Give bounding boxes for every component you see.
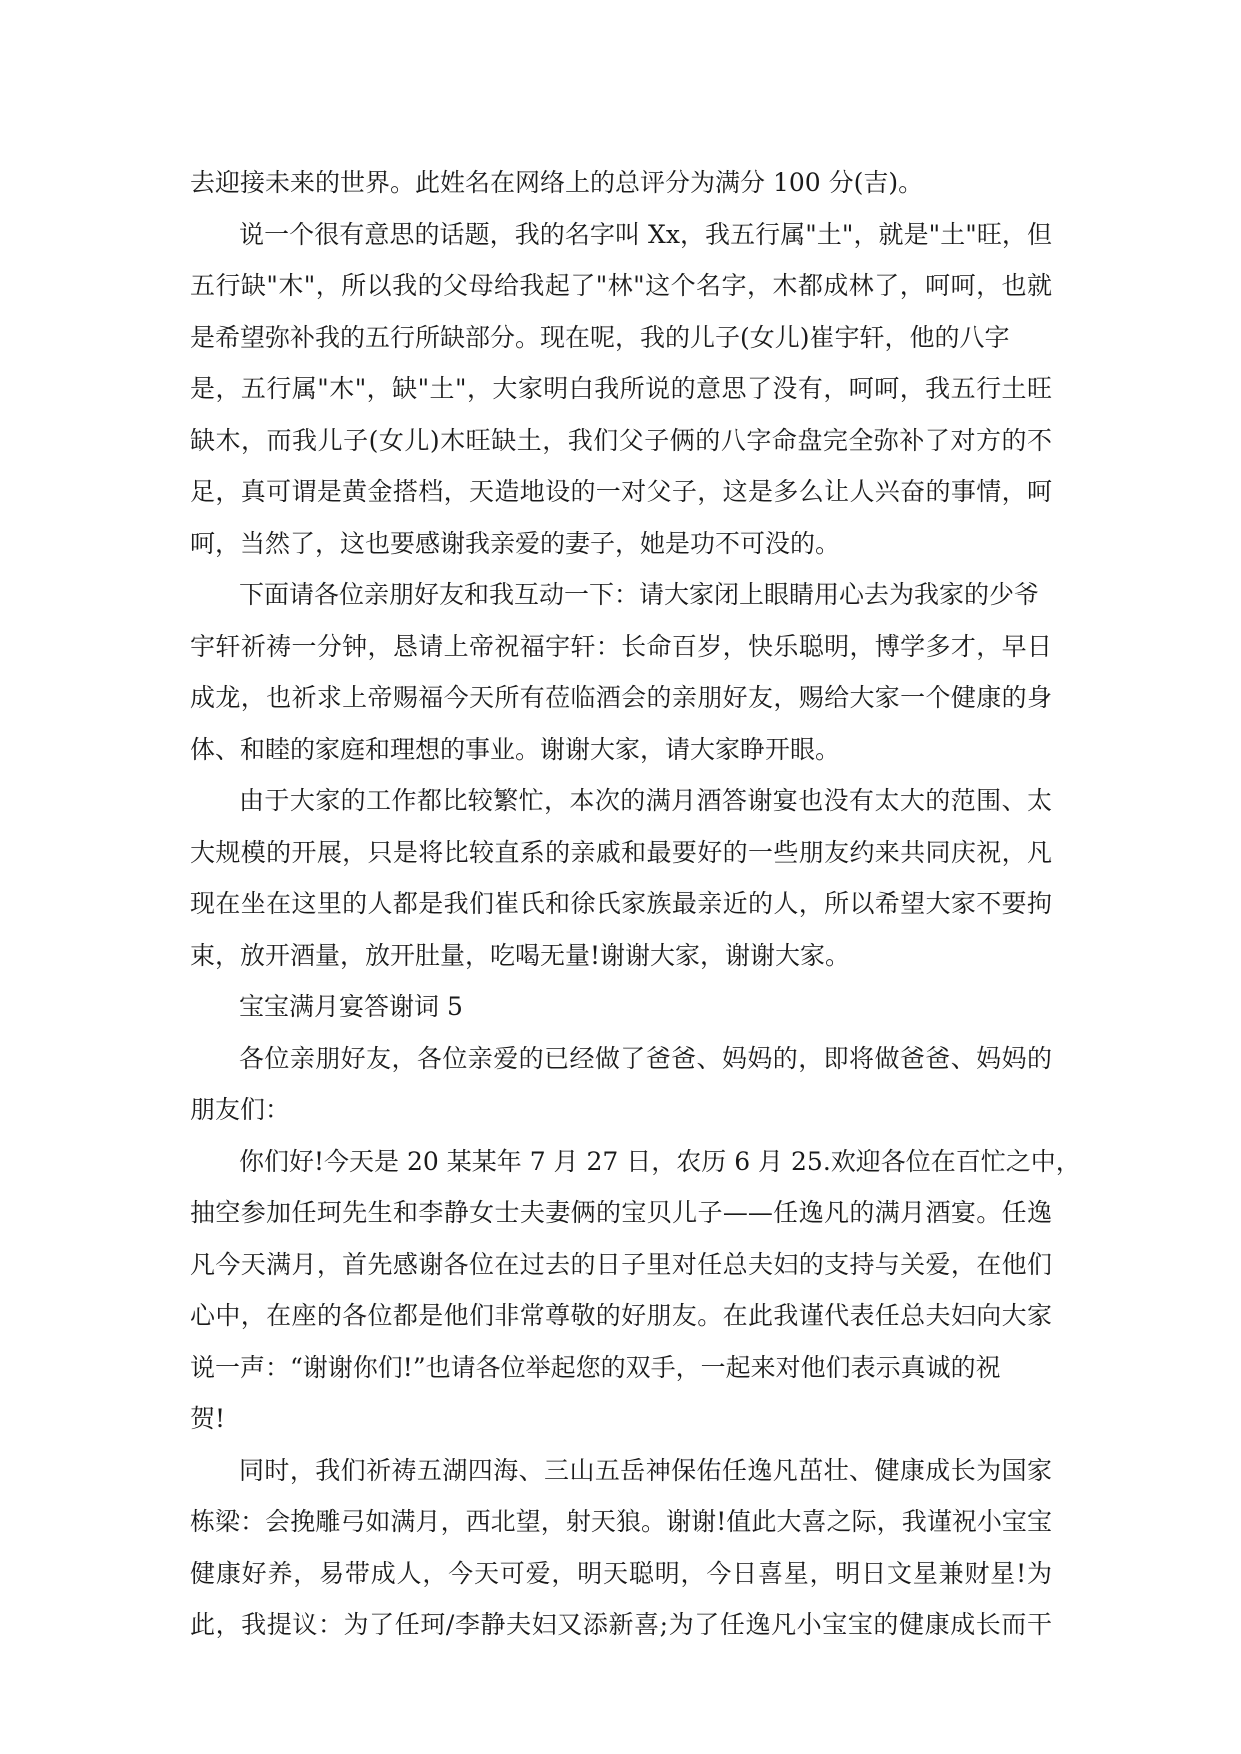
text-line: 体、和睦的家庭和理想的事业。谢谢大家，请大家睁开眼。 — [190, 734, 841, 764]
text-line: 栋梁：会挽雕弓如满月，西北望，射天狼。谢谢!值此大喜之际，我谨祝小宝宝 — [190, 1507, 1052, 1536]
text-line: 成龙，也祈求上帝赐福今天所有莅临酒会的亲朋好友，赐给大家一个健康的身 — [190, 683, 1052, 712]
text-line: 足，真可谓是黄金搭档，天造地设的一对父子，这是多么让人兴奋的事情，呵 — [190, 477, 1052, 506]
text-line: 大规模的开展，只是将比较直系的亲戚和最要好的一些朋友约来共同庆祝，凡 — [190, 837, 1052, 867]
text-line: 说一声：“谢谢你们!”也请各位举起您的双手，一起来对他们表示真诚的祝 — [190, 1352, 1001, 1382]
text-line: 宇轩祈祷一分钟，恳请上帝祝福宇轩：长命百岁，快乐聪明，博学多才，早日 — [190, 631, 1052, 661]
text-line: 束，放开酒量，放开肚量，吃喝无量!谢谢大家，谢谢大家。 — [190, 940, 851, 970]
text-line: 去迎接未来的世界。此姓名在网络上的总评分为满分 100 分(吉)。 — [190, 168, 924, 197]
text-line: 现在坐在这里的人都是我们崔氏和徐氏家族最亲近的人，所以希望大家不要拘 — [190, 889, 1052, 918]
text-line: 此，我提议：为了任珂/李静夫妇又添新喜;为了任逸凡小宝宝的健康成长而干 — [190, 1610, 1052, 1639]
text-line: 你们好!今天是 20 某某年 7 月 27 日，农历 6 月 25.欢迎各位在百忙之中， — [239, 1146, 1081, 1176]
text-line: 凡今天满月，首先感谢各位在过去的日子里对任总夫妇的支持与关爱，在他们 — [190, 1249, 1052, 1279]
text-line: 同时，我们祈祷五湖四海、三山五岳神保佑任逸凡茁壮、健康成长为国家 — [239, 1455, 1052, 1485]
text-line: 缺木，而我儿子(女儿)木旺缺土，我们父子俩的八字命盘完全弥补了对方的不 — [190, 425, 1052, 455]
text-line: 由于大家的工作都比较繁忙，本次的满月酒答谢宴也没有太大的范围、太 — [239, 786, 1052, 815]
document-body — [190, 157, 1081, 1651]
text-line: 呵，当然了，这也要感谢我亲爱的妻子，她是功不可没的。 — [190, 528, 841, 558]
section-heading: 宝宝满月宴答谢词 5 — [239, 992, 463, 1021]
text-line: 各位亲朋好友，各位亲爱的已经做了爸爸、妈妈的，即将做爸爸、妈妈的 — [239, 1043, 1052, 1073]
text-line: 贺! — [190, 1404, 226, 1433]
text-line: 心中，在座的各位都是他们非常尊敬的好朋友。在此我谨代表任总夫妇向大家 — [190, 1301, 1052, 1330]
text-line: 健康好养，易带成人，今天可爱，明天聪明，今日喜星，明日文星兼财星!为 — [190, 1558, 1052, 1588]
text-line: 是希望弥补我的五行所缺部分。现在呢，我的儿子(女儿)崔宇轩，他的八字 — [190, 322, 1010, 352]
text-line: 下面请各位亲朋好友和我互动一下：请大家闭上眼睛用心去为我家的少爷 — [239, 580, 1040, 609]
text-line: 五行缺"木"，所以我的父母给我起了"林"这个名字，木都成林了，呵呵，也就 — [190, 271, 1052, 300]
text-line: 朋友们： — [190, 1095, 291, 1124]
text-line: 是，五行属"木"，缺"土"，大家明白我所说的意思了没有，呵呵，我五行土旺 — [190, 374, 1052, 403]
text-line: 抽空参加任珂先生和李静女士夫妻俩的宝贝儿子——任逸凡的满月酒宴。任逸 — [190, 1198, 1052, 1227]
text-line: 说一个很有意思的话题，我的名字叫 Xx，我五行属"土"，就是"土"旺，但 — [239, 219, 1052, 249]
